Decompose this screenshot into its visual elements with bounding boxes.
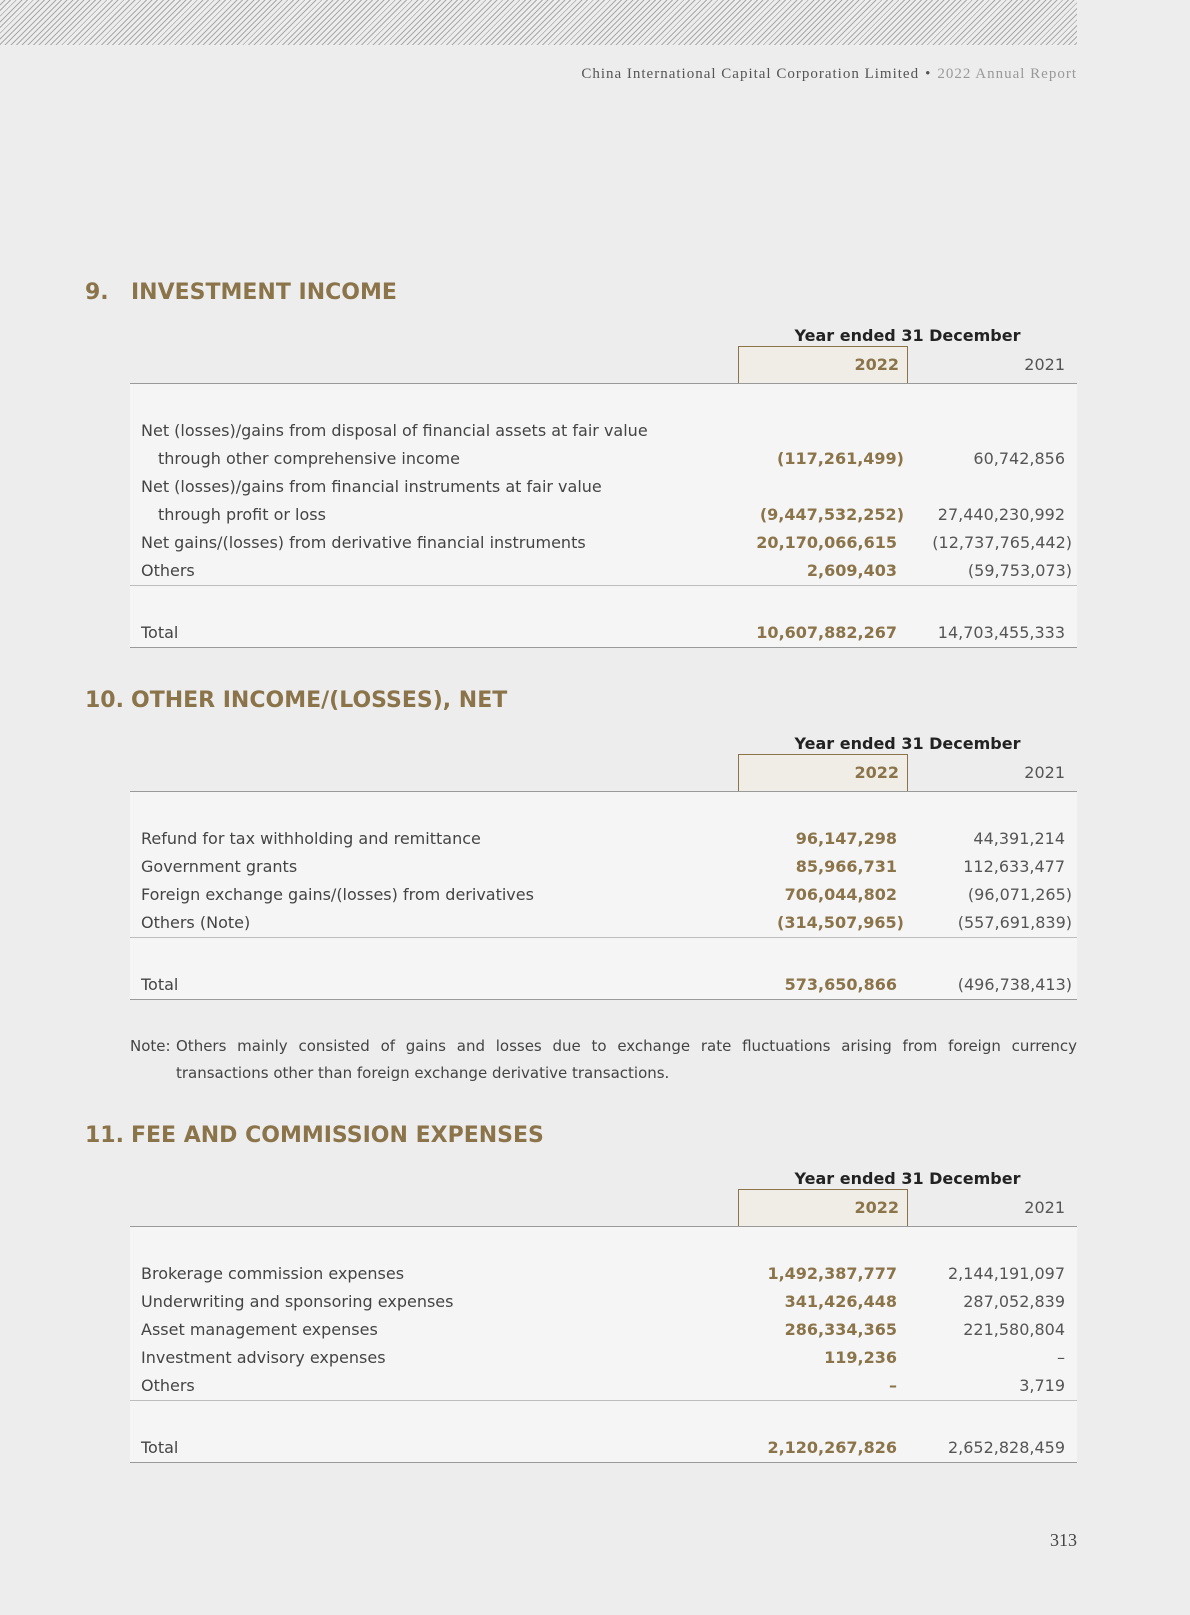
row-label: Total: [141, 1438, 179, 1457]
row-label: Net (losses)/gains from disposal of financial assets at fair value: [141, 421, 648, 440]
table-row: [130, 529, 1077, 557]
value-2021: –: [1057, 1348, 1065, 1367]
column-header-2021: 2021: [1024, 763, 1065, 782]
column-header-2021: 2021: [1024, 355, 1065, 374]
value-2022: 85,966,731: [795, 857, 897, 876]
note-label: Note:: [130, 1037, 171, 1055]
section-number: 11.: [85, 1123, 124, 1148]
table-row: [130, 417, 1077, 445]
row-label: Investment advisory expenses: [141, 1348, 386, 1367]
table-row: [130, 881, 1077, 909]
value-2021: (12,737,765,442): [932, 533, 1072, 552]
value-2022: 706,044,802: [784, 885, 897, 904]
value-2021: (59,753,073): [967, 561, 1072, 580]
value-2022: 2,120,267,826: [767, 1438, 897, 1457]
row-label: Refund for tax withholding and remittance: [141, 829, 481, 848]
value-2021: 27,440,230,992: [937, 505, 1065, 524]
section-number: 10.: [85, 688, 124, 713]
note-text: Others mainly consisted of gains and losses due to exchange rate fluctuations arising from foreign currency transactions other than foreign exchange derivative transactions.: [176, 1037, 1077, 1082]
decorative-hatch-band: [0, 0, 1077, 45]
bullet: •: [925, 66, 932, 82]
value-2022: (314,507,965): [777, 913, 904, 932]
column-header-2021: 2021: [1024, 1198, 1065, 1217]
table-body: [130, 384, 1077, 648]
total-row: [130, 1434, 1077, 1462]
row-label: Total: [141, 623, 179, 642]
spacer: [130, 938, 1077, 971]
value-2021: 44,391,214: [973, 829, 1065, 848]
row-label: through other comprehensive income: [158, 449, 460, 468]
row-label: Others: [141, 561, 195, 580]
row-label: Total: [141, 975, 179, 994]
table-header: [130, 1189, 1077, 1227]
table-row: [130, 557, 1077, 585]
spacer: [130, 1401, 1077, 1434]
table-row: [130, 501, 1077, 529]
data-table: [130, 754, 1077, 1000]
row-label: Foreign exchange gains/(losses) from derivatives: [141, 885, 534, 904]
value-2021: (557,691,839): [957, 913, 1072, 932]
row-label: Net gains/(losses) from derivative financial instruments: [141, 533, 586, 552]
section-title: [85, 280, 397, 305]
value-2022: 573,650,866: [784, 975, 897, 994]
value-2022: –: [889, 1376, 897, 1395]
value-2021: 112,633,477: [963, 857, 1065, 876]
spacer: [130, 792, 1077, 825]
column-header-2022: 2022: [854, 763, 899, 782]
value-2022: 96,147,298: [795, 829, 897, 848]
row-label: Others: [141, 1376, 195, 1395]
column-group-header: Year ended 31 December: [794, 734, 1021, 753]
running-header: [581, 66, 1077, 83]
spacer: [130, 1227, 1077, 1260]
value-2022: 20,170,066,615: [756, 533, 897, 552]
section-title: [85, 1123, 544, 1148]
section-heading: OTHER INCOME/(LOSSES), NET: [131, 688, 508, 713]
value-2022: (9,447,532,252): [759, 505, 904, 524]
report-title: 2022 Annual Report: [937, 66, 1077, 82]
table-row: [130, 445, 1077, 473]
column-group-header: Year ended 31 December: [794, 1169, 1021, 1188]
value-2021: 2,652,828,459: [947, 1438, 1065, 1457]
section-heading: INVESTMENT INCOME: [131, 280, 397, 305]
value-2022: 2,609,403: [806, 561, 897, 580]
row-label: through profit or loss: [158, 505, 326, 524]
table-row: [130, 473, 1077, 501]
table-row: [130, 1372, 1077, 1400]
value-2021: 221,580,804: [963, 1320, 1065, 1339]
row-label: Brokerage commission expenses: [141, 1264, 405, 1283]
spacer: [130, 384, 1077, 417]
value-2022: 286,334,365: [784, 1320, 897, 1339]
row-label: Asset management expenses: [141, 1320, 378, 1339]
value-2021: 287,052,839: [963, 1292, 1065, 1311]
column-header-2022: 2022: [854, 1198, 899, 1217]
total-row: [130, 971, 1077, 999]
value-2022: 1,492,387,777: [767, 1264, 897, 1283]
data-table: [130, 1189, 1077, 1463]
section-title: [85, 688, 507, 713]
note: [130, 1033, 1077, 1087]
row-label: Government grants: [141, 857, 298, 876]
table-header: [130, 346, 1077, 384]
row-label: Others (Note): [141, 913, 251, 932]
table-header: [130, 754, 1077, 792]
value-2021: (96,071,265): [967, 885, 1072, 904]
column-header-2022: 2022: [854, 355, 899, 374]
table-body: [130, 792, 1077, 1000]
column-group-header: Year ended 31 December: [794, 326, 1021, 345]
row-label: Net (losses)/gains from financial instruments at fair value: [141, 477, 602, 496]
spacer: [130, 586, 1077, 619]
data-table: [130, 346, 1077, 648]
table-row: [130, 1344, 1077, 1372]
page-number: 313: [1050, 1530, 1077, 1550]
row-label: Underwriting and sponsoring expenses: [141, 1292, 454, 1311]
value-2022: 119,236: [824, 1348, 897, 1367]
company-name: China International Capital Corporation Limited: [581, 66, 920, 82]
table-row: [130, 1288, 1077, 1316]
value-2022: 10,607,882,267: [756, 623, 897, 642]
table-row: [130, 853, 1077, 881]
value-2021: (496,738,413): [957, 975, 1072, 994]
table-row: [130, 825, 1077, 853]
table-row: [130, 909, 1077, 937]
value-2022: 341,426,448: [784, 1292, 897, 1311]
section-number: 9.: [85, 280, 109, 305]
value-2021: 60,742,856: [973, 449, 1065, 468]
value-2021: 3,719: [1019, 1376, 1065, 1395]
total-row: [130, 619, 1077, 647]
section-heading: FEE AND COMMISSION EXPENSES: [131, 1123, 544, 1148]
value-2022: (117,261,499): [777, 449, 904, 468]
table-row: [130, 1316, 1077, 1344]
table-body: [130, 1227, 1077, 1463]
value-2021: 2,144,191,097: [947, 1264, 1065, 1283]
table-row: [130, 1260, 1077, 1288]
value-2021: 14,703,455,333: [937, 623, 1065, 642]
